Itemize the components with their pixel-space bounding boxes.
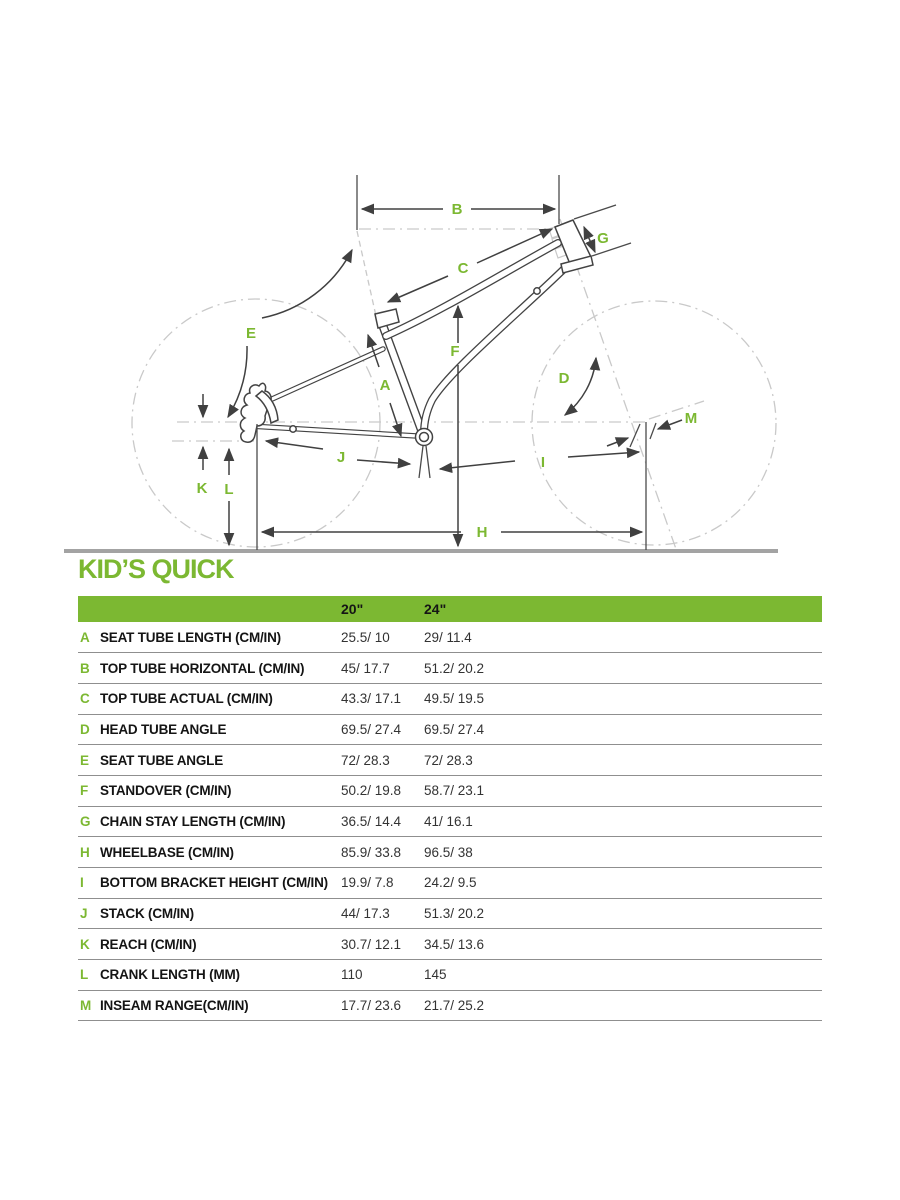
table-row (78, 960, 822, 991)
row-label: SEAT TUBE ANGLE (100, 752, 224, 768)
table-row (78, 837, 822, 868)
row-letter: J (80, 906, 88, 922)
row-letter: F (80, 783, 89, 799)
front-wheel-circle (532, 301, 776, 545)
row-letter: H (80, 844, 90, 860)
row-value-24in: 24.2/ 9.5 (424, 875, 477, 891)
spec-section (78, 556, 822, 1021)
rear-dropout (240, 383, 271, 442)
row-value-24in: 49.5/ 19.5 (424, 691, 485, 707)
row-value-24in: 34.5/ 13.6 (424, 936, 485, 952)
page-title: KID’S QUICK (78, 554, 234, 584)
header-letter-col (78, 596, 100, 622)
row-letter: I (80, 875, 84, 891)
row-value-24in: 58.7/ 23.1 (424, 783, 485, 799)
row-value-24in: 145 (424, 967, 447, 983)
row-value-20in: 25.5/ 10 (341, 629, 390, 645)
row-label: HEAD TUBE ANGLE (100, 721, 227, 737)
table-row (78, 990, 822, 1021)
geometry-table-body (78, 622, 822, 1021)
row-letter: C (80, 691, 90, 707)
geometry-table (78, 596, 822, 1021)
row-label: STACK (CM/IN) (100, 906, 194, 922)
table-row (78, 745, 822, 776)
dim-label-a: A (379, 377, 391, 394)
row-value-20in: 19.9/ 7.8 (341, 875, 394, 891)
seatpost-clamp (375, 309, 399, 328)
row-value-20in: 30.7/ 12.1 (341, 936, 402, 952)
dim-label-d: D (558, 370, 570, 387)
seat-axis-line (357, 231, 376, 316)
bottom-bracket-axle (420, 433, 429, 442)
table-row (78, 775, 822, 806)
dim-label-k: K (196, 480, 208, 497)
table-row (78, 622, 822, 653)
header-label-col (100, 596, 341, 622)
row-letter: D (80, 721, 90, 737)
row-value-20in: 72/ 28.3 (341, 752, 390, 768)
row-label: CHAIN STAY LENGTH (CM/IN) (100, 813, 286, 829)
row-letter: M (80, 998, 92, 1014)
row-value-20in: 17.7/ 23.6 (341, 998, 402, 1014)
row-value-20in: 36.5/ 14.4 (341, 813, 402, 829)
column-header-20in: 20" (341, 601, 364, 617)
table-row (78, 653, 822, 684)
dim-label-m: M (684, 410, 698, 427)
dim-I (440, 461, 515, 469)
row-label: CRANK LENGTH (MM) (100, 967, 240, 983)
table-row (78, 683, 822, 714)
row-value-20in: 69.5/ 27.4 (341, 721, 402, 737)
table-row (78, 929, 822, 960)
row-value-20in: 45/ 17.7 (341, 660, 390, 676)
row-value-20in: 44/ 17.3 (341, 906, 390, 922)
row-label: REACH (CM/IN) (100, 936, 197, 952)
row-value-20in: 85.9/ 33.8 (341, 844, 402, 860)
bike-frame (240, 220, 593, 478)
row-value-24in: 29/ 11.4 (424, 629, 472, 645)
row-letter: A (80, 629, 90, 645)
row-letter: E (80, 752, 90, 768)
row-letter: G (80, 813, 91, 829)
dim-label-g: G (597, 230, 609, 247)
crank-arm (419, 446, 423, 478)
dim-label-h: H (476, 524, 488, 541)
row-label: TOP TUBE HORIZONTAL (CM/IN) (100, 660, 305, 676)
dim-J (266, 441, 323, 449)
row-value-20in: 43.3/ 17.1 (341, 691, 402, 707)
dim-label-i: I (540, 454, 546, 471)
row-label: WHEELBASE (CM/IN) (100, 844, 234, 860)
row-value-24in: 72/ 28.3 (424, 752, 473, 768)
dim-label-b: B (451, 201, 463, 218)
row-letter: L (80, 967, 89, 983)
table-row (78, 898, 822, 929)
row-value-24in: 51.2/ 20.2 (424, 660, 485, 676)
dim-C (388, 276, 448, 302)
column-header-24in: 24" (424, 601, 447, 617)
dim-label-j: J (336, 449, 346, 466)
bike-geometry-diagram (0, 0, 900, 560)
crank-arm-2 (426, 446, 430, 478)
row-value-24in: 69.5/ 27.4 (424, 721, 485, 737)
cable-guide-downtube (534, 288, 540, 294)
row-label: TOP TUBE ACTUAL (CM/IN) (100, 691, 273, 707)
row-label: SEAT TUBE LENGTH (CM/IN) (100, 629, 281, 645)
row-value-20in: 110 (341, 967, 363, 983)
dim-M (607, 438, 628, 446)
dim-label-f: F (450, 343, 460, 360)
row-value-24in: 96.5/ 38 (424, 844, 473, 860)
row-label: BOTTOM BRACKET HEIGHT (CM/IN) (100, 875, 328, 891)
row-value-24in: 21.7/ 25.2 (424, 998, 485, 1014)
row-letter: K (80, 936, 90, 952)
row-value-24in: 41/ 16.1 (424, 813, 473, 829)
table-row (78, 714, 822, 745)
row-label: STANDOVER (CM/IN) (100, 783, 232, 799)
row-letter: B (80, 660, 90, 676)
dim-label-c: C (457, 260, 469, 277)
row-value-24in: 51.3/ 20.2 (424, 906, 485, 922)
table-row (78, 868, 822, 899)
dim-D (565, 358, 596, 415)
dim-label-e: E (245, 325, 257, 342)
down-tube (424, 267, 566, 433)
dimension-labels (197, 201, 698, 541)
geometry-table-header (78, 596, 822, 622)
cable-guide-chainstay (290, 426, 296, 432)
row-value-20in: 50.2/ 19.8 (341, 783, 402, 799)
table-row (78, 806, 822, 837)
row-label: INSEAM RANGE(CM/IN) (100, 998, 249, 1014)
dim-label-l: L (224, 481, 234, 498)
ghost-reference-lines (132, 219, 776, 549)
